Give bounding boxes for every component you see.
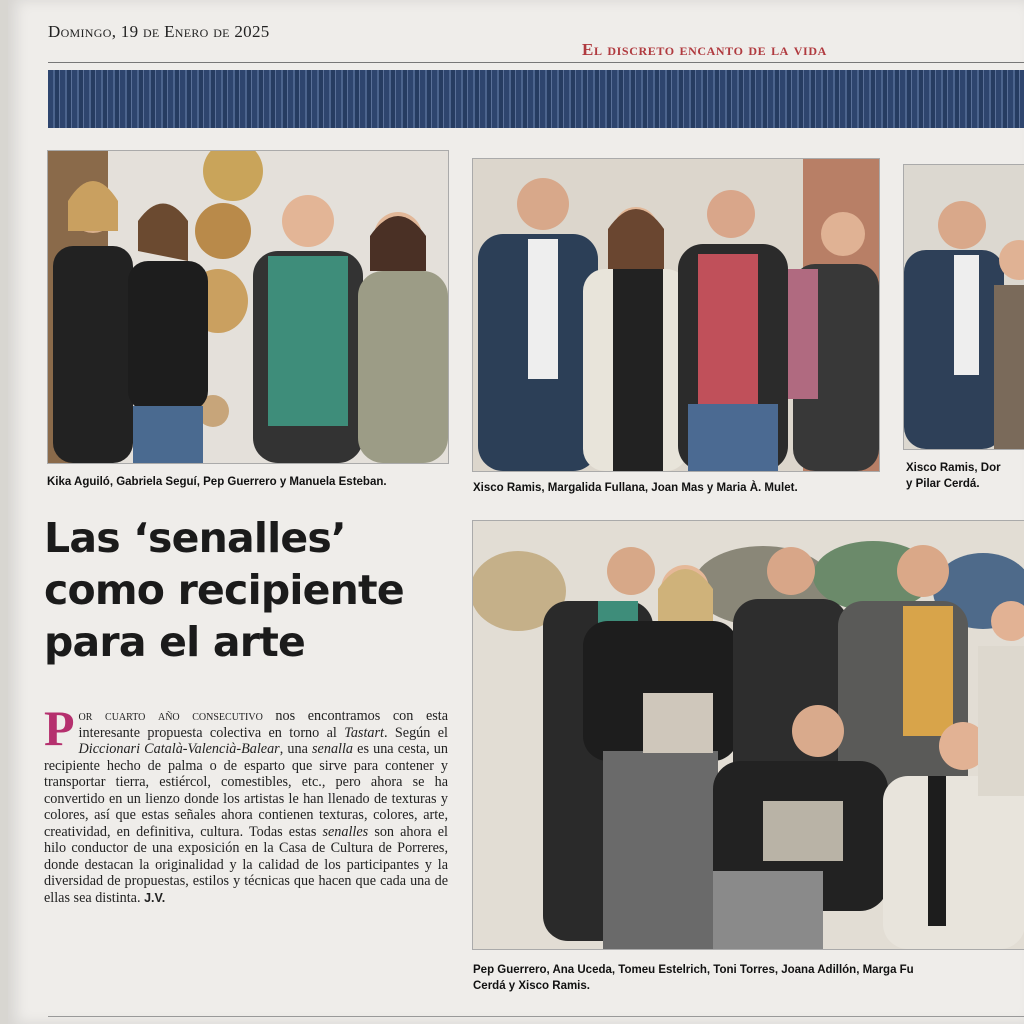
photo-caption: Kika Aguiló, Gabriela Seguí, Pep Guerrero y Manuela Esteban. — [47, 476, 387, 488]
dictionary-name: Diccionari Català-Valencià-Balear — [78, 741, 280, 757]
section-title: El discreto encanto de la vida — [582, 40, 827, 59]
headline-line: Las ‘senalles’ — [44, 514, 346, 562]
photo-caption — [906, 460, 1024, 492]
body-text: nos encontramos con esta interesante propuesta colectiva en torno al — [78, 708, 448, 741]
caption-line: Cerdá y Xisco Ramis. — [473, 980, 590, 992]
article-body — [44, 700, 448, 906]
event-name: Tastart — [344, 724, 384, 741]
photo-group-3 — [903, 164, 1024, 450]
drop-cap: P — [44, 700, 75, 756]
photo-group-4 — [472, 520, 1024, 950]
body-text: son ahora el hilo conductor de una exposición en la Casa de Cultura de Porreres, donde destacan la originalidad y la calidad de los participantes y la diversidad de propuestas, estilos y técnicas que hacen que cada una de ellas sea distinta. — [44, 823, 448, 906]
lead-in: or cuarto año consecutivo — [78, 708, 263, 724]
body-text: es una cesta, un recipiente hecho de palma o de esparto que sirve para contener y transportar tierra, estiércol, comestibles, etc., pero ahora se ha convertido en un lienzo donde los artistas le han llenado de texturas y colores, así que estas señales ahora contienen texturas, colores, arte, creatividad, en definitiva, cultura. Todas estas — [44, 741, 448, 840]
photo-caption: Xisco Ramis, Margalida Fullana, Joan Mas y Maria À. Mulet. — [473, 482, 798, 494]
article-headline — [44, 512, 464, 668]
caption-line: y Pilar Cerdá. — [906, 478, 980, 490]
header-banner — [48, 70, 1024, 128]
headline-line: como recipiente — [44, 566, 404, 614]
header-rule — [48, 62, 1024, 63]
photo-caption — [473, 962, 1024, 994]
term: senalles — [322, 823, 369, 840]
body-text: , una — [279, 741, 313, 757]
photo-group-1 — [47, 150, 449, 464]
headline-line: para el arte — [44, 618, 306, 666]
photo-group-2 — [472, 158, 880, 472]
author-signature: J.V. — [144, 890, 166, 905]
body-text: . Según el — [383, 724, 448, 741]
page-dateline: Domingo, 19 de Enero de 2025 — [48, 22, 270, 41]
caption-line: Pep Guerrero, Ana Uceda, Tomeu Estelrich, Toni Torres, Joana Adillón, Marga Fu — [473, 964, 914, 976]
footer-rule — [48, 1016, 1024, 1017]
term: senalla — [312, 741, 354, 757]
caption-line: Xisco Ramis, Dor — [906, 462, 1001, 474]
